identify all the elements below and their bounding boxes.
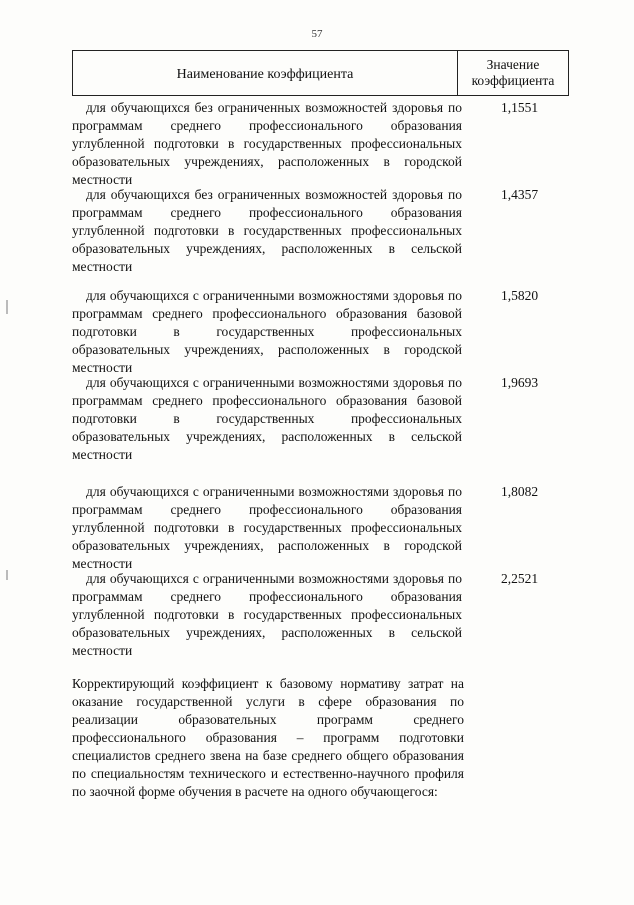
table-row <box>72 483 569 573</box>
coefficient-value: 1,1551 <box>500 100 539 115</box>
closing-paragraph: Корректирующий коэффициент к базовому нормативу затрат на оказание государственной услуги в сфере образования по реализации образовательных программ среднего профессионального образования – программ подготовки специалистов среднего звена на базе среднего общего образования по специальностям технического и естественно-научного профиля по заочной форме обучения в расчете на одного обучающегося: <box>72 676 464 799</box>
table-row <box>72 287 569 377</box>
coefficient-value: 2,2521 <box>500 571 539 586</box>
table-row <box>72 186 569 276</box>
coefficient-value: 1,5820 <box>500 288 539 303</box>
coefficient-description: для обучающихся с ограниченными возможностями здоровья по программам среднего профессионального образования базовой подготовки в государственных профессиональных образовательных учреждениях, расположенных в городской местности <box>72 288 462 375</box>
page-number: 57 <box>311 28 323 40</box>
coefficient-value: 1,4357 <box>500 187 539 202</box>
column-header-value <box>458 51 568 95</box>
table-row <box>72 99 569 189</box>
coefficient-description: для обучающихся без ограниченных возможностей здоровья по программам среднего профессионального образования углубленной подготовки в государственных профессиональных образовательных учреждениях, расположенных в городской местности <box>72 100 462 187</box>
table-header <box>72 50 569 96</box>
coefficient-description: для обучающихся с ограниченными возможностями здоровья по программам среднего профессионального образования углубленной подготовки в государственных профессиональных образовательных учреждениях, расположенных в сельской местности <box>72 571 462 658</box>
coefficient-description: для обучающихся с ограниченными возможностями здоровья по программам среднего профессионального образования базовой подготовки в государственных профессиональных образовательных учреждениях, расположенных в сельской местности <box>72 375 462 462</box>
coefficient-value: 1,8082 <box>500 484 539 499</box>
column-header-value-line2: коэффициента <box>471 73 555 88</box>
coefficient-value: 1,9693 <box>500 375 539 390</box>
column-header-name: Наименование коэффициента <box>73 51 458 95</box>
column-header-value-line1: Значение <box>486 57 540 72</box>
scan-edge-mark <box>6 570 8 580</box>
table-row <box>72 570 569 660</box>
coefficient-description: для обучающихся с ограниченными возможностями здоровья по программам среднего профессионального образования углубленной подготовки в государственных профессиональных образовательных учреждениях, расположенных в городской местности <box>72 484 462 571</box>
coefficient-description: для обучающихся без ограниченных возможностей здоровья по программам среднего профессионального образования углубленной подготовки в государственных профессиональных образовательных учреждениях, расположенных в сельской местности <box>72 187 462 274</box>
table-row <box>72 374 569 464</box>
scan-edge-mark <box>6 300 8 314</box>
